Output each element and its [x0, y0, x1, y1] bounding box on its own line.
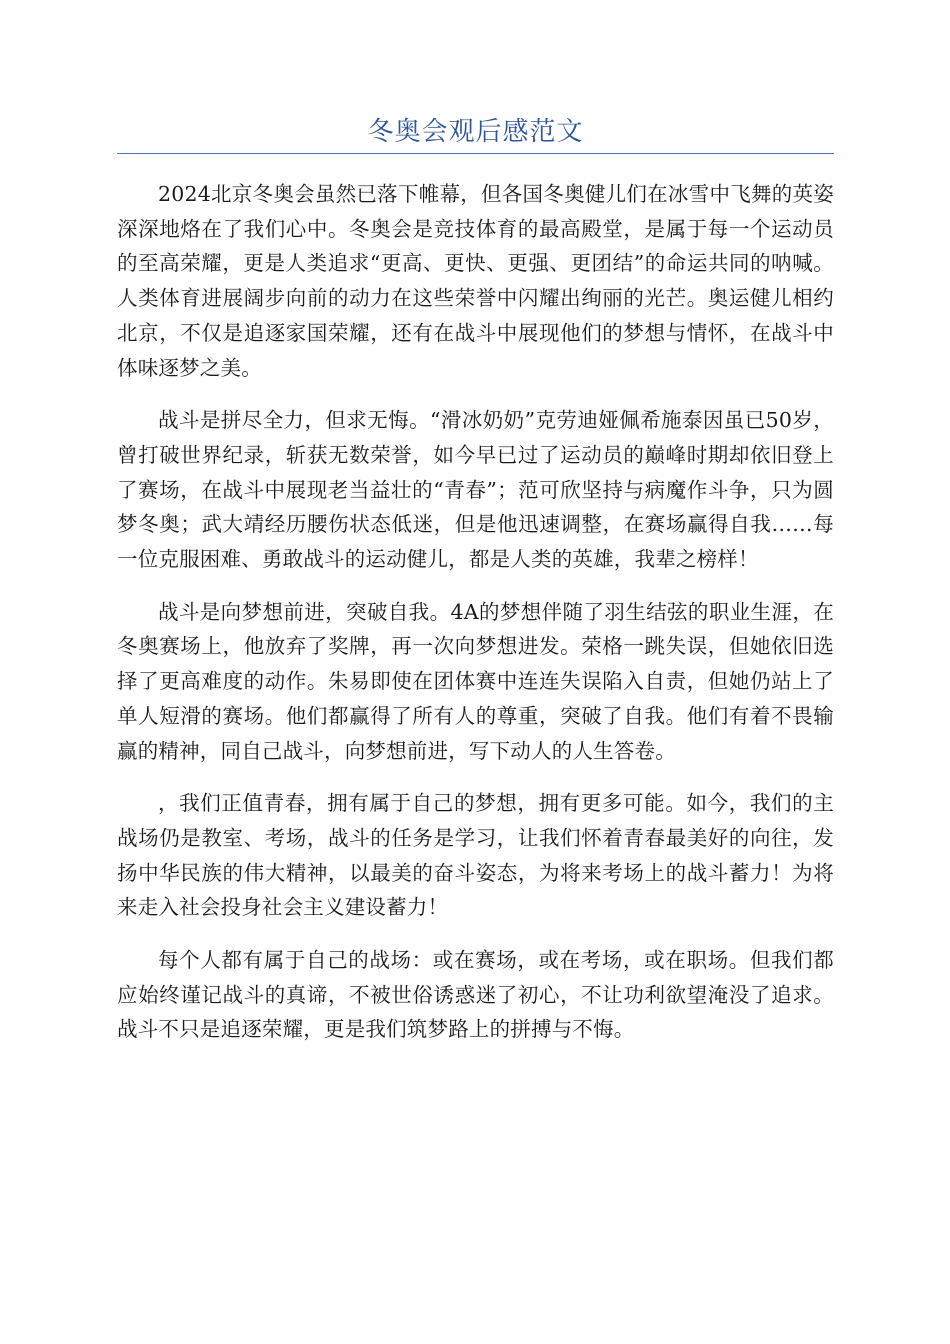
- paragraph-4: ，我们正值青春，拥有属于自己的梦想，拥有更多可能。如今，我们的主战场仍是教室、考场，战斗的任务是学习，让我们怀着青春最美好的向往，发扬中华民族的伟大精神，以最美的奋斗姿态，为将来考场上的战斗蓄力！为将来走入社会投身社会主义建设蓄力！: [117, 791, 834, 920]
- document-body: [117, 177, 834, 1065]
- document-title: 冬奥会观后感范文: [367, 117, 584, 147]
- paragraph-1: 2024北京冬奥会虽然已落下帷幕，但各国冬奥健儿们在冰雪中飞舞的英姿深深地烙在了我们心中。冬奥会是竞技体育的最高殿堂，是属于每一个运动员的至高荣耀，更是人类追求“更高、更快、更强、更团结”的命运共同的呐喊。人类体育进展阔步向前的动力在这些荣誉中闪耀出绚丽的光芒。奥运健儿相约北京，不仅是追逐家国荣耀，还有在战斗中展现他们的梦想与情怀，在战斗中体味逐梦之美。: [117, 182, 834, 380]
- title-underline: [117, 153, 834, 154]
- paragraph-5: 每个人都有属于自己的战场：或在赛场，或在考场，或在职场。但我们都应始终谨记战斗的真谛，不被世俗诱惑迷了初心，不让功利欲望淹没了追求。战斗不只是追逐荣耀，更是我们筑梦路上的拼搏与不悔。: [117, 948, 834, 1042]
- paragraph-2: 战斗是拼尽全力，但求无悔。“滑冰奶奶”克劳迪娅佩希施泰因虽已50岁，曾打破世界纪录，斩获无数荣誉，如今早已过了运动员的巅峰时期却依旧登上了赛场，在战斗中展现老当益壮的“青春”；范可欣坚持与病魔作斗争，只为圆梦冬奥；武大靖经历腰伤状态低迷，但是他迅速调整，在赛场赢得自我……每一位克服困难、勇敢战斗的运动健儿，都是人类的英雄，我辈之榜样！: [117, 408, 834, 572]
- paragraph-3: 战斗是向梦想前进，突破自我。4A的梦想伴随了羽生结弦的职业生涯，在冬奥赛场上，他放弃了奖牌，再一次向梦想进发。荣格一跳失误，但她依旧选择了更高难度的动作。朱易即使在团体赛中连连失误陷入自责，但她仍站上了单人短滑的赛场。他们都赢得了所有人的尊重，突破了自我。他们有着不畏输赢的精神，同自己战斗，向梦想前进，写下动人的人生答卷。: [117, 599, 834, 763]
